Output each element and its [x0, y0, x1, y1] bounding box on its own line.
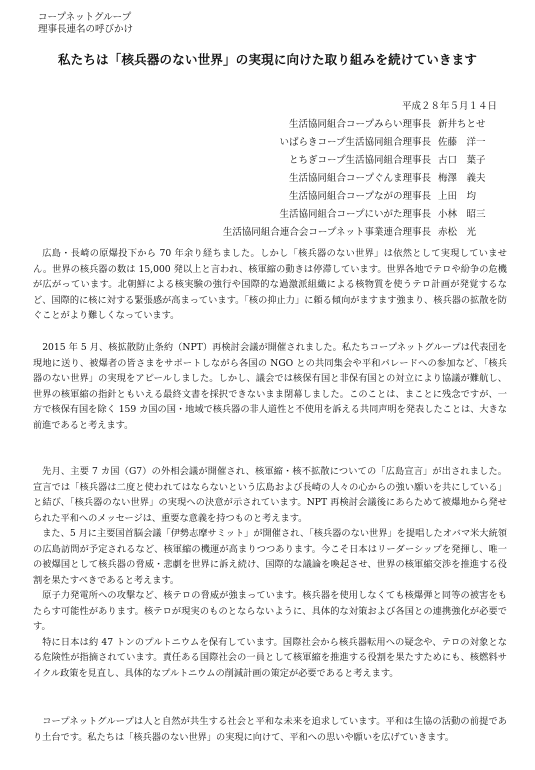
signatory-org: 生活協同組合コープみらい理事長: [288, 119, 431, 130]
header-subtitle: 理事長連名の呼びかけ: [38, 24, 134, 35]
signatory-org: 生活協同組合コープぐんま理事長: [288, 173, 431, 184]
body-section-3: [33, 464, 507, 588]
body-paragraph: また、5 月に主要国首脳会議「伊勢志摩サミット」が開催され、「核兵器のない世界」を提唱したオバマ米大統領の広島訪問が予定されるなど、核軍縮の機運が高まりつつあります。今こそ日本はリーダーシップを発揮し、唯一の被爆国として核兵器の脅威・悲劇を世界に訴え続け、国際的な議論を喚起させ、世界の核軍縮交渉を推進する役割を果たすべきであると考えます。: [33, 528, 507, 586]
body-section-4: [33, 588, 507, 681]
document-date: 平成２８年５月１４日: [401, 101, 497, 112]
signatory-name: 新井ちとせ: [438, 119, 486, 130]
signatory-row: [0, 207, 535, 223]
signatory-row: [0, 135, 535, 151]
signatory-row: [0, 189, 535, 205]
body-section-5: [33, 714, 507, 745]
signatory-org: とちぎコープ生活協同組合理事長: [288, 155, 431, 166]
document-title: 私たちは「核兵器のない世界」の実現に向けた取り組みを続けていきます: [57, 52, 478, 67]
body-paragraph: 2015 年 5 月、核拡散防止条約（NPT）再検討会議が開催されました。私たちコープネットグループは代表団を現地に送り、被爆者の皆さまをサポートしながら各国の NGO との共同集会や平和パレードへの参加など、「核兵器のない世界」の実現をアピールしました。しかし、議会では核保有国と非保有国との対立により協議が難航し、世界の核軍縮の指針ともいえる最終文書を採択できないまま閉幕しました。このことは、まことに残念ですが、一方で核保有国を除く 159 カ国の国・地域で核兵器の非人道性と不使用を訴える共同声明を発表したことは、大きな前進であると考えます。: [33, 342, 507, 431]
body-paragraph: 原子力発電所への攻撃など、核テロの脅威が強まっています。核兵器を使用しなくても核爆弾と同等の被害をもたらす可能性があります。核テロが現実のものとならないように、具体的な対策および各国との連携強化が必要です。: [33, 590, 507, 632]
signatory-org: 生活協同組合コープにいがた理事長: [279, 209, 431, 220]
signatory-org: 生活協同組合コープながの理事長: [288, 191, 431, 202]
body-section-1: [33, 246, 507, 324]
signatory-name: 上田 均: [438, 191, 477, 202]
signatory-org: 生活協同組合連合会コープネット事業連合理事長: [222, 227, 431, 238]
body-paragraph: 特に日本は約 47 トンのプルトニウムを保有しています。国際社会から核兵器転用への疑念や、テロの対象となる危険性が指摘されています。責任ある国際社会の一員として核軍縮を推進する役割を果たすためにも、核燃料サイクル政策を見直し、具体的なプルトニウムの削減計画の策定が必要であると考えます。: [33, 636, 507, 679]
body-paragraph: コープネットグループは人と自然が共生する社会と平和な未来を追求しています。平和は生協の活動の前提であり土台です。私たちは「核兵器のない世界」の実現に向けて、平和への思いや願いを広げていきます。: [33, 716, 507, 743]
signatory-org: いばらきコープ生活協同組合理事長: [279, 137, 431, 148]
signatory-name: 小林 昭三: [438, 209, 486, 220]
signatory-row: [0, 225, 535, 241]
body-section-2: [33, 340, 507, 433]
signatory-name: 赤松 光: [438, 227, 477, 238]
header-group: コープネットグループ: [38, 12, 132, 23]
signatory-row: [0, 171, 535, 187]
signatory-name: 梅澤 義夫: [438, 173, 486, 184]
signatory-row: [0, 117, 535, 133]
signatory-name: 古口 葉子: [438, 155, 486, 166]
signatory-row: [0, 153, 535, 169]
body-paragraph: 先月、主要 7 カ国（G7）の外相会議が開催され、核軍縮・核不拡散についての「広島宣言」が出されました。宣言では「核兵器は二度と使われてはならないという広島および長崎の人々の心からの強い願いを共にしている」と結び、「核兵器のない世界」の実現への決意が示されています。NPT 再検討会議後にあらためて被爆地から発せられた平和へのメッセージは、重要な意義を持つものと考えます。: [33, 466, 507, 524]
body-paragraph: 広島・長崎の原爆投下から 70 年余り経ちました。しかし「核兵器のない世界」は依然として実現していません。世界の核兵器の数は 15,000 発以上と言われ、核軍縮の動きは停滞しています。世界各地でテロや紛争の危機が広がっています。北朝鮮による核実験の強行や国際的な過激派組織による核物質を使うテロ計画が発覚するなど、国際的に核に対する緊張感が高まっています。「核の抑止力」に頼る傾向がますます強まり、核兵器の拡散を防ぐことがより難しくなっています。: [33, 248, 507, 321]
signatory-name: 佐藤 洋一: [438, 137, 486, 148]
